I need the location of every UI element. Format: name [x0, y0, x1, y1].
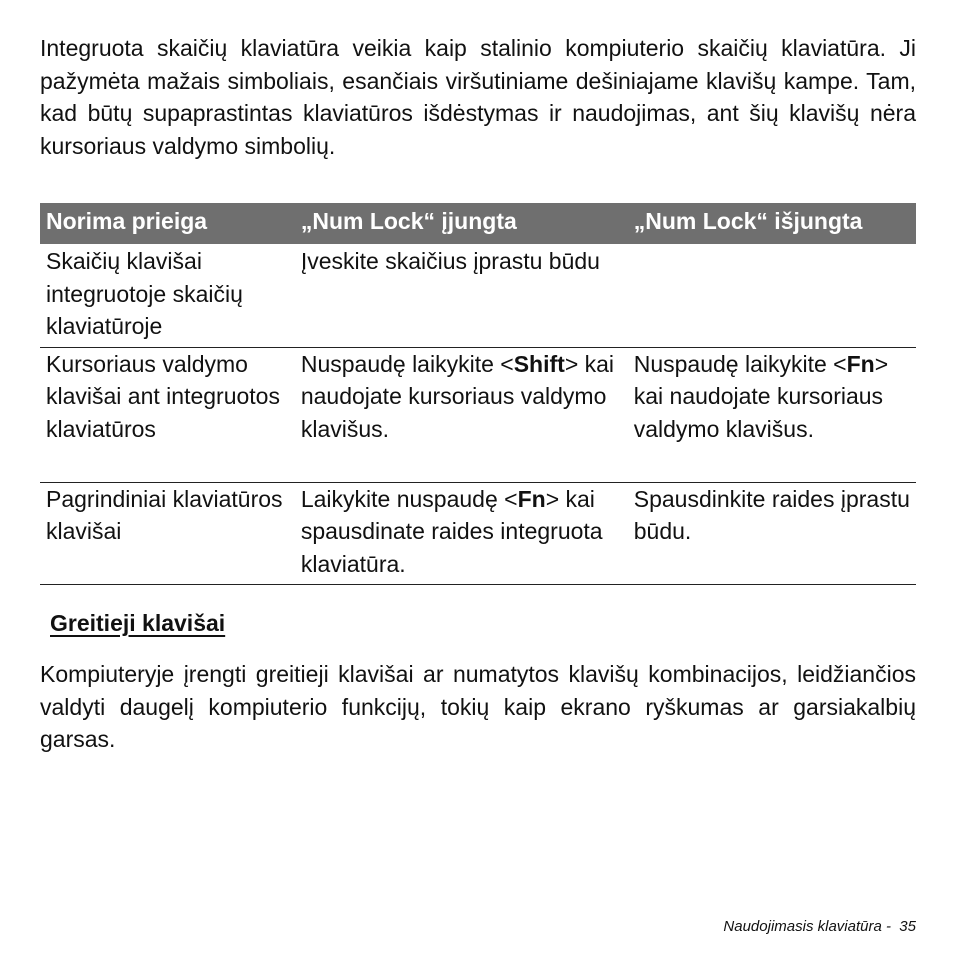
row1-access: Skaičių klavišai integruotoje skaičių klaviatūroje: [40, 244, 295, 347]
numlock-table: [40, 203, 916, 585]
row3-on-text-before: Laikykite nuspaudę <: [300, 485, 518, 512]
row2-off-text-after: > kai naudojate kursoriaus valdymo klavišus.: [633, 350, 889, 442]
table-row: [40, 347, 916, 482]
fn-key-label: Fn: [517, 485, 546, 512]
fn-key-label: Fn: [846, 350, 875, 377]
row3-numlock-off: Spausdinkite raides įprastu būdu.: [628, 482, 916, 585]
shift-key-label: Shift: [513, 350, 565, 377]
row3-on-text-after: > kai spausdinate raides integruota klaviatūra.: [300, 485, 603, 577]
document-page: [40, 0, 916, 954]
section-heading: Greitieji klavišai: [50, 610, 226, 636]
table-row: [40, 482, 916, 585]
header-numlock-off: „Num Lock“ išjungta: [628, 203, 916, 244]
header-numlock-on: „Num Lock“ įjungta: [295, 203, 628, 244]
row2-access: Kursoriaus valdymo klavišai ant integruotos klaviatūros: [40, 347, 295, 482]
intro-paragraph: Integruota skaičių klaviatūra veikia kaip stalinio kompiuterio skaičių klaviatūra. Ji pažymėta mažais simboliais, esančiais viršutiniame dešiniajame klavišų kampe. Tam, kad būtų supaprastintas klaviatūros išdėstymas ir naudojimas, ant šių klavišų nėra kursoriaus valdymo simbolių.: [40, 35, 916, 159]
row2-on-text-before: Nuspaudę laikykite <: [300, 350, 514, 377]
row3-access: Pagrindiniai klaviatūros klavišai: [40, 482, 295, 585]
section-paragraph: Kompiuteryje įrengti greitieji klavišai ar numatytos klavišų kombinacijos, leidžiančios valdyti daugelį kompiuterio funkcijų, tokių kaip ekrano ryškumas ar garsiakalbių garsas.: [40, 661, 916, 752]
row1-numlock-off: [628, 244, 916, 347]
page-footer: Naudojimasis klaviatūra - 35: [723, 918, 916, 935]
row3-numlock-on: [295, 482, 628, 585]
row2-numlock-off: [628, 347, 916, 482]
row2-on-text-after: > kai naudojate kursoriaus valdymo klavišus.: [300, 350, 615, 442]
row1-numlock-on: Įveskite skaičius įprastu būdu: [295, 244, 628, 347]
row2-off-text-before: Nuspaudę laikykite <: [633, 350, 847, 377]
header-access: Norima prieiga: [40, 203, 295, 244]
table-row: [40, 244, 916, 347]
table-header-row: [40, 203, 916, 244]
row2-numlock-on: [295, 347, 628, 482]
